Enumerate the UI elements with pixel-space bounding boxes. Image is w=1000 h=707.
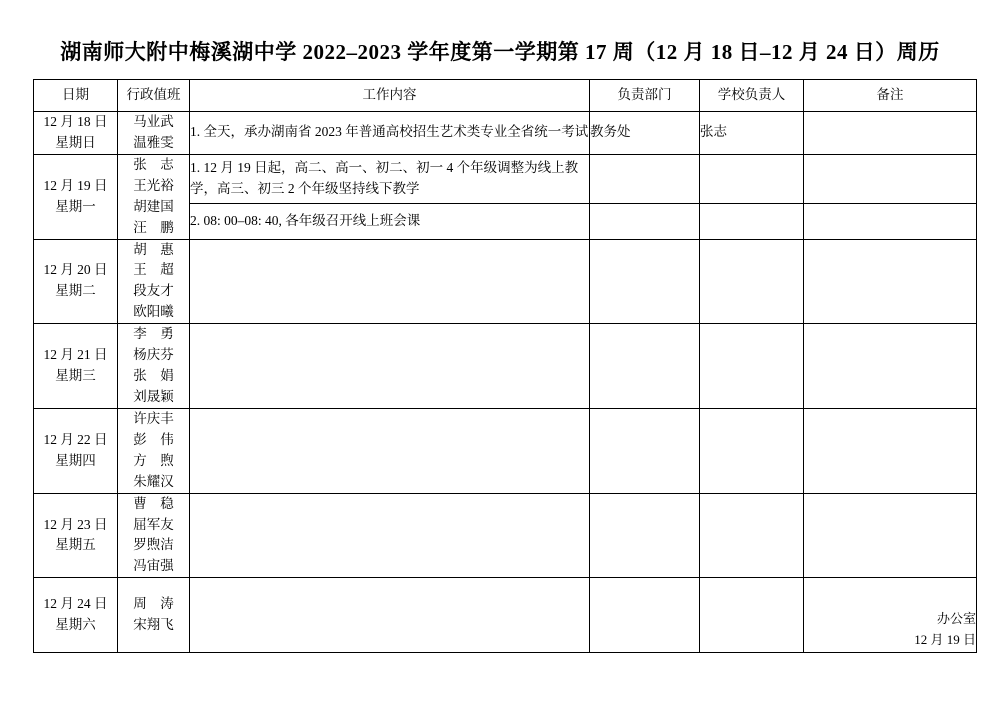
date-line-1: 12 月 23 日	[43, 516, 108, 532]
cell-school-leader	[700, 154, 804, 203]
cell-department	[590, 408, 700, 493]
duty-name: 胡建国	[133, 198, 174, 214]
weekly-schedule-table	[33, 79, 977, 653]
cell-work-content	[190, 112, 590, 155]
table-body	[34, 112, 977, 653]
date-line-2: 星期二	[55, 283, 96, 299]
duty-name: 王 超	[133, 262, 174, 278]
cell-date	[34, 578, 118, 653]
date-line-2: 星期六	[55, 617, 96, 633]
content-line: 1. 全天，承办湖南省 2023 年普通高校招生艺术类专业全省统一考试	[190, 124, 589, 140]
duty-name: 屈军友	[133, 516, 174, 532]
duty-name: 彭 伟	[133, 431, 174, 447]
cell-duty-staff	[118, 578, 190, 653]
date-line-2: 星期日	[55, 134, 96, 150]
duty-name: 罗煦洁	[133, 537, 174, 553]
cell-duty-staff	[118, 324, 190, 409]
table-row	[34, 239, 977, 324]
cell-department	[590, 239, 700, 324]
duty-name: 周 涛	[133, 596, 174, 612]
date-line-1: 12 月 19 日	[43, 177, 108, 193]
cell-remark	[804, 239, 977, 324]
cell-remark	[804, 203, 977, 239]
column-header-school-leader: 学校负责人	[700, 80, 804, 112]
document-footer	[676, 608, 976, 651]
cell-date	[34, 154, 118, 239]
duty-name: 朱耀汉	[133, 473, 174, 489]
duty-name: 张 娟	[133, 368, 174, 384]
duty-name: 王光裕	[133, 177, 174, 193]
cell-department	[590, 154, 700, 203]
cell-date	[34, 112, 118, 155]
footer-office: 办公室	[936, 611, 976, 626]
cell-duty-staff	[118, 154, 190, 239]
table-header-row	[34, 80, 977, 112]
cell-work-content	[190, 239, 590, 324]
cell-work-content	[190, 578, 590, 653]
date-line-2: 星期四	[55, 452, 96, 468]
cell-department	[590, 324, 700, 409]
cell-work-content: 1. 12 月 19 日起，高二、高一、初二、初一 4 个年级调整为线上教学，高三、初三 2 个年级坚持线下教学	[190, 154, 590, 203]
duty-name: 许庆丰	[133, 410, 174, 426]
date-line-2: 星期一	[55, 198, 96, 214]
date-line-2: 星期五	[55, 537, 96, 553]
cell-remark	[804, 408, 977, 493]
cell-remark	[804, 324, 977, 409]
table-header	[34, 80, 977, 112]
cell-work-content	[190, 408, 590, 493]
table-row	[34, 324, 977, 409]
cell-school-leader	[700, 493, 804, 578]
table-row	[34, 493, 977, 578]
cell-work-content	[190, 324, 590, 409]
table-row	[34, 154, 977, 203]
cell-department: 教务处	[590, 112, 700, 155]
duty-name: 马业武	[133, 114, 174, 129]
cell-remark	[804, 154, 977, 203]
cell-work-content	[190, 493, 590, 578]
duty-name: 曹 稳	[133, 495, 174, 511]
duty-name: 方 煦	[133, 452, 174, 468]
cell-duty-staff	[118, 112, 190, 155]
cell-department	[590, 493, 700, 578]
cell-school-leader: 张志	[700, 112, 804, 155]
cell-school-leader	[700, 203, 804, 239]
date-line-1: 12 月 20 日	[43, 262, 108, 278]
duty-name: 汪 鹏	[133, 219, 174, 235]
footer-date: 12 月 19 日	[914, 632, 976, 648]
table-row	[34, 408, 977, 493]
column-header-department: 负责部门	[590, 80, 700, 112]
cell-date	[34, 324, 118, 409]
date-line-1: 12 月 24 日	[43, 596, 108, 612]
duty-name: 宋翔飞	[133, 617, 174, 633]
duty-name: 李 勇	[133, 326, 174, 342]
cell-date	[34, 493, 118, 578]
duty-name: 冯宙强	[133, 558, 174, 574]
duty-name: 张 志	[133, 156, 174, 172]
duty-name: 段友才	[133, 283, 174, 299]
column-header-content: 工作内容	[190, 80, 590, 112]
date-line-1: 12 月 22 日	[43, 431, 108, 447]
cell-remark	[804, 493, 977, 578]
cell-duty-staff	[118, 493, 190, 578]
cell-duty-staff	[118, 408, 190, 493]
column-header-duty: 行政值班	[118, 80, 190, 112]
date-line-2: 星期三	[55, 368, 96, 384]
table-row	[34, 112, 977, 155]
column-header-date: 日期	[34, 80, 118, 112]
date-line-1: 12 月 18 日	[43, 114, 108, 129]
duty-name: 刘晟颖	[133, 388, 174, 404]
cell-work-content: 2. 08: 00–08: 40, 各年级召开线上班会课	[190, 203, 590, 239]
date-line-1: 12 月 21 日	[43, 347, 108, 363]
duty-name: 杨庆芬	[133, 347, 174, 363]
cell-school-leader	[700, 408, 804, 493]
cell-department	[590, 203, 700, 239]
duty-name: 欧阳曦	[133, 304, 174, 320]
duty-name: 胡 惠	[133, 241, 174, 257]
cell-duty-staff	[118, 239, 190, 324]
cell-school-leader	[700, 239, 804, 324]
cell-remark	[804, 112, 977, 155]
page-title: 湖南师大附中梅溪湖中学 2022–2023 学年度第一学期第 17 周（12 月 18 日–12 月 24 日）周历	[60, 40, 940, 64]
cell-school-leader	[700, 324, 804, 409]
cell-date	[34, 408, 118, 493]
column-header-remark: 备注	[804, 80, 977, 112]
duty-name: 温雅雯	[133, 134, 174, 150]
cell-date	[34, 239, 118, 324]
